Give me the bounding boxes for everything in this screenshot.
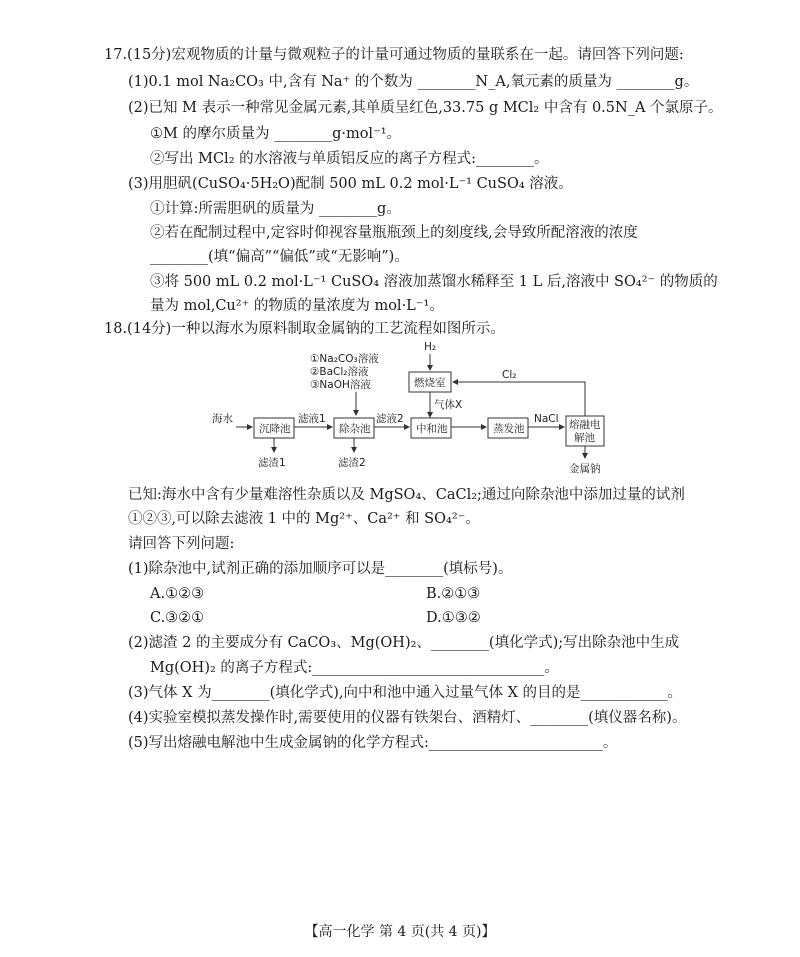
q17-title: 17.(15分)宏观物质的计量与微观粒子的计量可通过物质的量联系在一起。请回答下列问题:: [104, 47, 684, 63]
neutral-tank-label: 中和池: [416, 423, 448, 435]
metal-na-label: 金属钠: [569, 463, 601, 475]
q18-sub2-line1: (2)滤渣 2 的主要成分有 CaCO₃、Mg(OH)₂、________(填化学式);写出除杂池中生成: [128, 635, 680, 651]
reagent-bacl2: ②BaCl₂溶液: [310, 366, 369, 378]
q18-option-d: D.①③②: [426, 610, 481, 626]
gas-x-label: 气体X: [434, 399, 463, 411]
residue2-label: 滤渣2: [338, 457, 366, 469]
q18-title: 18.(14分)一种以海水为原料制取金属钠的工艺流程如图所示。: [104, 321, 505, 337]
settling-tank-label: 沉降池: [259, 423, 291, 435]
filtrate2-label: 滤液2: [376, 413, 404, 425]
cl2-label: Cl₂: [502, 369, 517, 381]
q18-option-b: B.②①③: [426, 586, 481, 602]
q17-part3c-line1: ③将 500 mL 0.2 mol·L⁻¹ CuSO₄ 溶液加蒸馏水稀释至 1 L 后,溶液中 SO₄²⁻ 的物质的: [150, 274, 718, 290]
q17-part1: (1)0.1 mol Na₂CO₃ 中,含有 Na⁺ 的个数为 ________N_A,氧元素的质量为 ________g。: [128, 74, 699, 90]
q18-sub3: (3)气体 X 为________(填化学式),向中和池中通入过量气体 X 的目的是____________。: [128, 685, 683, 701]
page-footer: 【高一化学 第 4 页(共 4 页)】: [304, 924, 496, 940]
residue1-label: 滤渣1: [258, 457, 286, 469]
electrolysis-label-2: 解池: [574, 432, 595, 444]
reagent-na2co3: ①Na₂CO₃溶液: [310, 353, 379, 365]
q17-part2a: ①M 的摩尔质量为 ________g·mol⁻¹。: [150, 126, 402, 142]
q18-sub2-line2: Mg(OH)₂ 的离子方程式:________________________________。: [150, 660, 559, 676]
q17-part2: (2)已知 M 表示一种常见金属元素,其单质呈红色,33.75 g MCl₂ 中含有 0.5N_A 个氯原子。: [128, 100, 723, 116]
q18-sub1: (1)除杂池中,试剂正确的添加顺序可以是________(填标号)。: [128, 561, 513, 577]
q18-known-line2: ①②③,可以除去滤液 1 中的 Mg²⁺、Ca²⁺ 和 SO₄²⁻。: [128, 511, 480, 527]
q17-part3b-line2: ________(填“偏高”“偏低”或“无影响”)。: [150, 249, 409, 265]
evaporation-tank-label: 蒸发池: [493, 423, 525, 435]
q17-part3b-line1: ②若在配制过程中,定容时仰视容量瓶瓶颈上的刻度线,会导致所配溶液的浓度: [150, 225, 638, 241]
q18-prompt: 请回答下列问题:: [128, 536, 235, 552]
q18-known-line1: 已知:海水中含有少量难溶性杂质以及 MgSO₄、CaCl₂;通过向除杂池中添加过量的试剂: [128, 487, 685, 503]
nacl-label: NaCl: [534, 413, 559, 425]
burner-label: 燃烧室: [414, 377, 446, 389]
reagent-naoh: ③NaOH溶液: [310, 379, 371, 391]
q18-option-a: A.①②③: [150, 586, 205, 602]
seawater-label: 海水: [212, 413, 233, 425]
cl2-line: [453, 382, 585, 416]
purify-tank-label: 除杂池: [339, 423, 371, 435]
q18-sub5: (5)写出熔融电解池中生成金属钠的化学方程式:________________________。: [128, 735, 618, 751]
q18-option-c: C.③②①: [150, 610, 205, 626]
q18-sub4: (4)实验室模拟蒸发操作时,需要使用的仪器有铁架台、酒精灯、________(填仪器名称)。: [128, 710, 687, 726]
q17-part3c-line2: 量为 mol,Cu²⁺ 的物质的量浓度为 mol·L⁻¹。: [150, 298, 444, 314]
h2-label: H₂: [424, 341, 437, 353]
electrolysis-label-1: 熔融电: [569, 419, 601, 431]
q17-part3: (3)用胆矾(CuSO₄·5H₂O)配制 500 mL 0.2 mol·L⁻¹ CuSO₄ 溶液。: [128, 176, 573, 192]
filtrate1-label: 滤液1: [298, 413, 326, 425]
q17-part3a: ①计算:所需胆矾的质量为 ________g。: [150, 201, 401, 217]
q17-part2b: ②写出 MCl₂ 的水溶液与单质铝反应的离子方程式:________。: [150, 151, 549, 167]
process-flowchart: [206, 340, 626, 480]
